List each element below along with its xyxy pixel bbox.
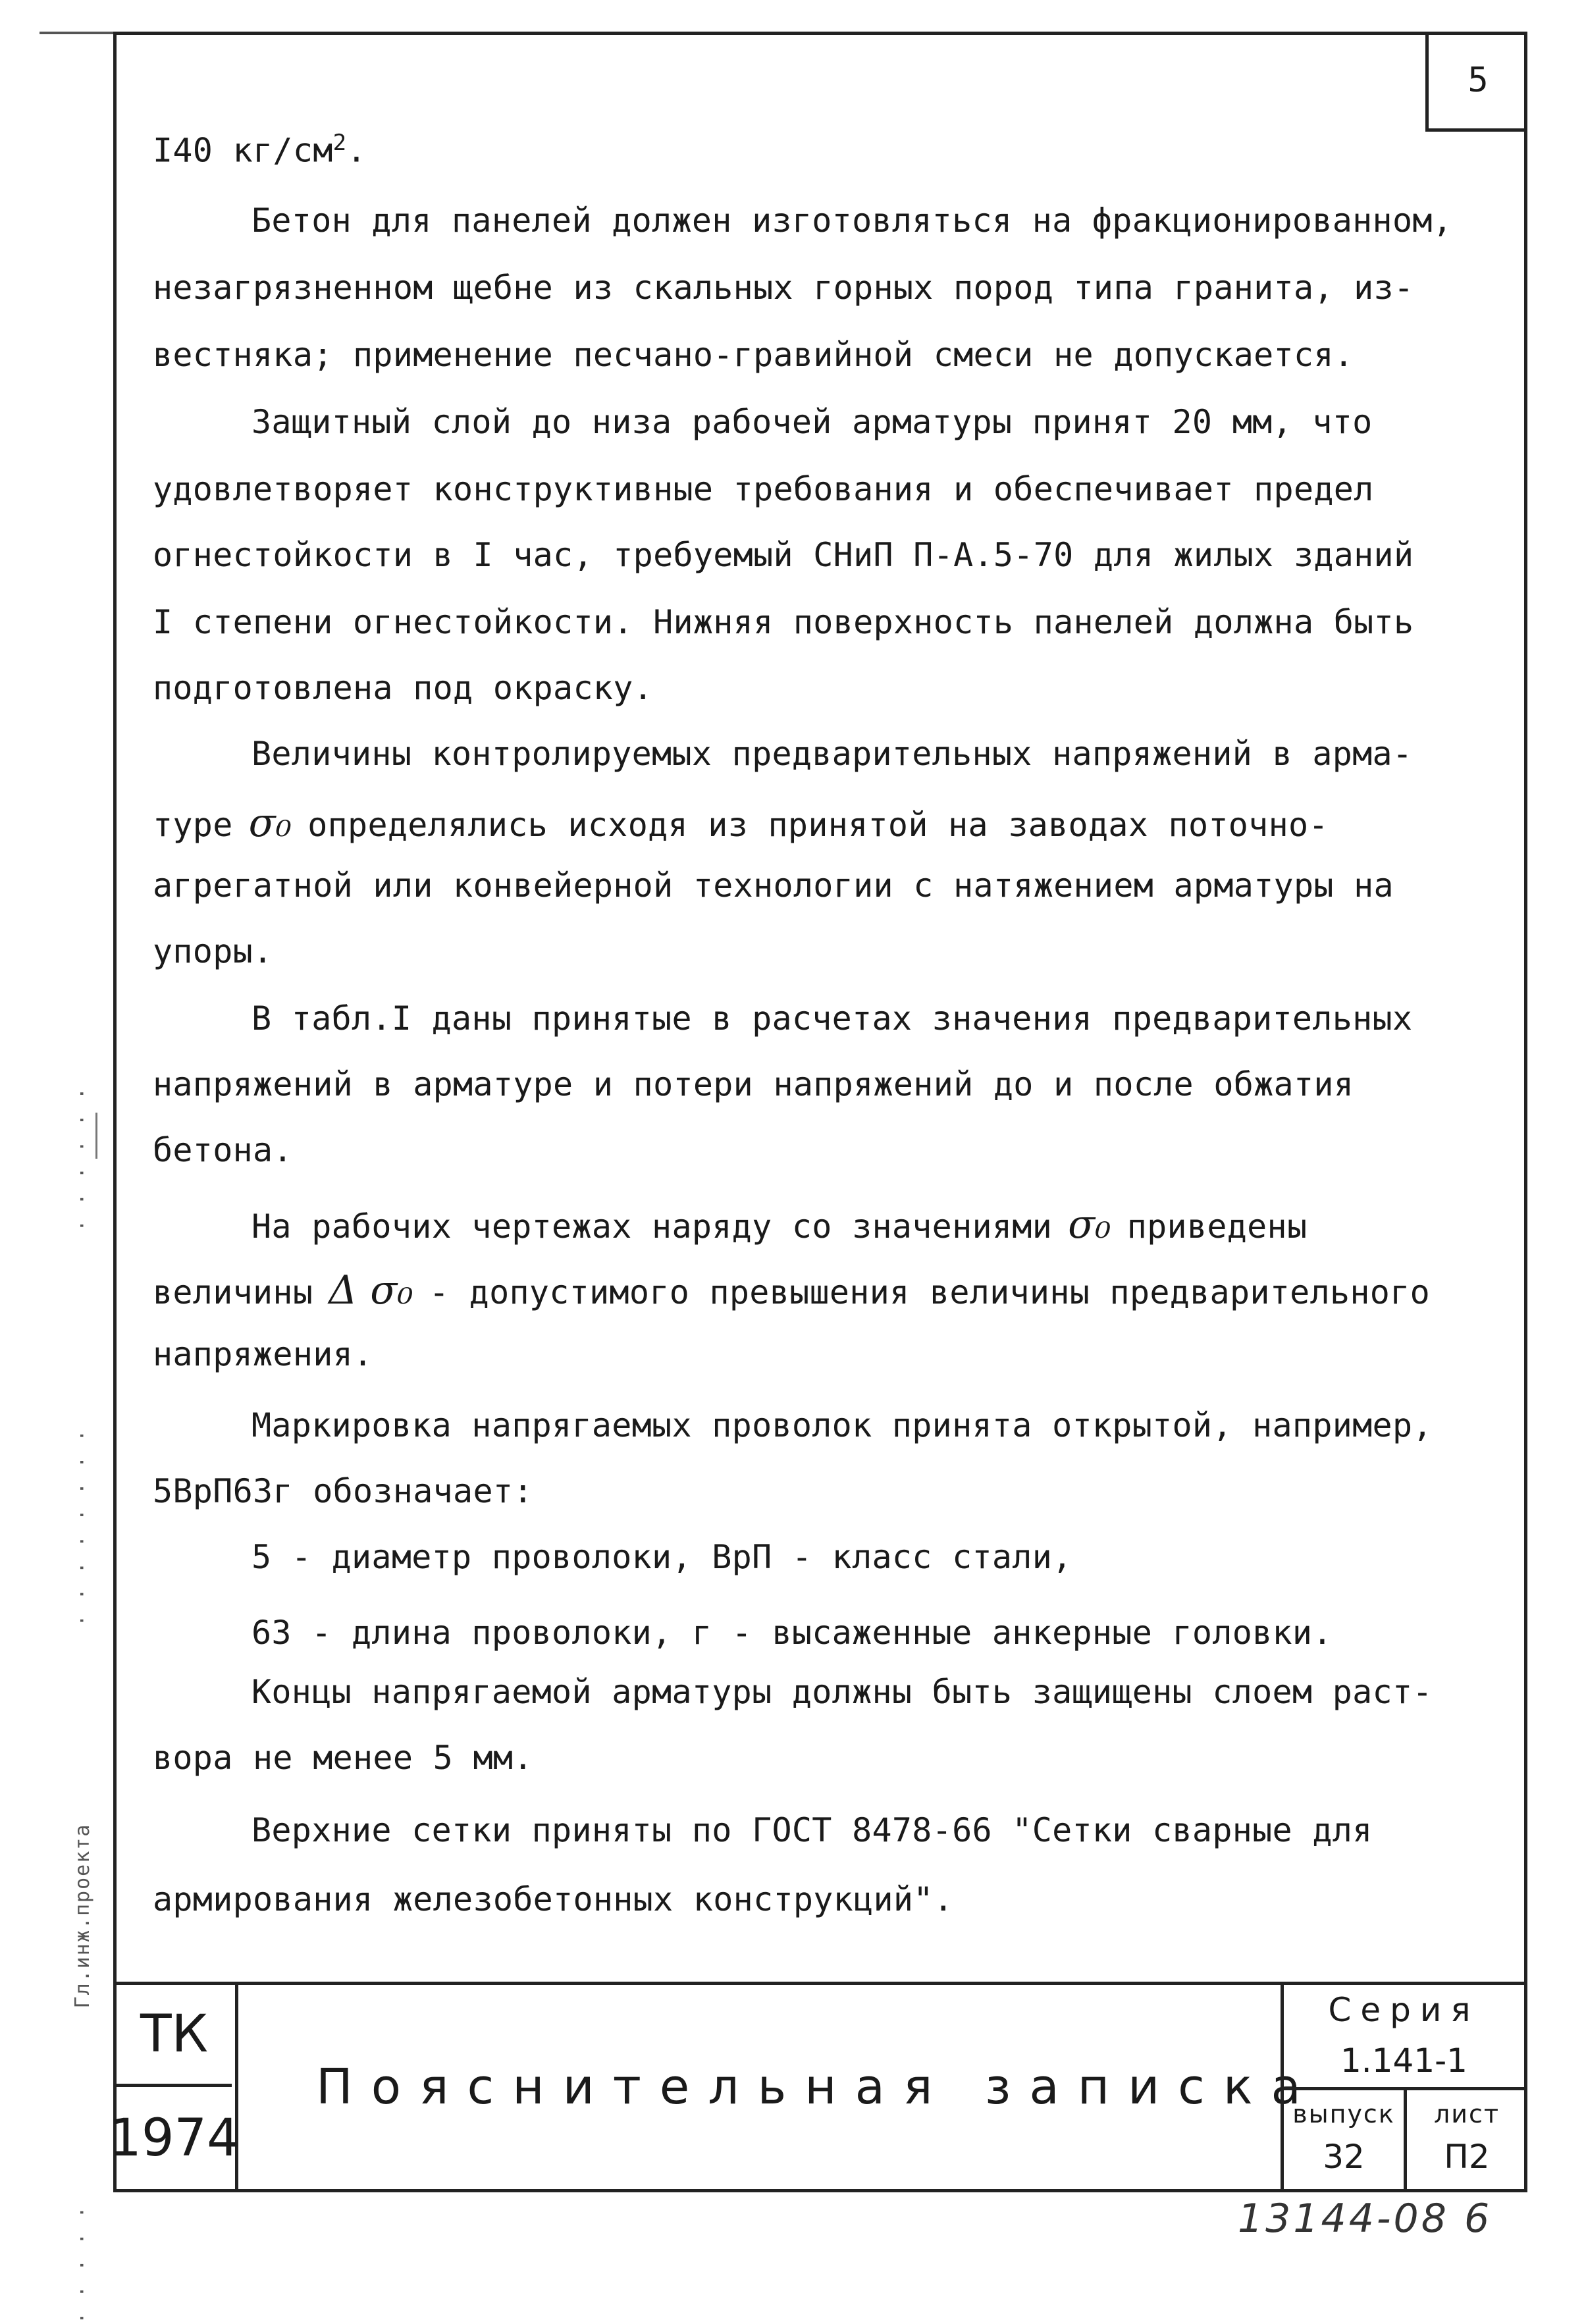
sigma-symbol: σ₀ (248, 800, 292, 846)
text-line: агрегатной или конвейерной технологии с натяжением арматуры на (153, 866, 1394, 905)
text-line: Величины контролируемых предварительных напряжений в арма- (251, 735, 1413, 773)
text-line: На рабочих чертежах наряду со значениями σ₀ приведены (251, 1202, 1308, 1248)
text-line: удовлетворяет конструктивные требования и обеспечивает предел (153, 470, 1374, 508)
text-line: напряжения. (153, 1335, 373, 1373)
text-line: 63 - длина проволоки, г - высаженные анкерные головки. (251, 1614, 1333, 1652)
page-number: 5 (1425, 32, 1527, 132)
text-line: армирования железобетонных конструкций". (153, 1880, 954, 1918)
sheet-value: П2 (1444, 2138, 1490, 2176)
document-code: ТК (117, 1985, 232, 2087)
text-line: Концы напрягаемой арматуры должны быть защищены слоем раст- (251, 1673, 1433, 1711)
issue-label: выпуск (1292, 2100, 1395, 2128)
text-line: упоры. (153, 932, 273, 970)
sheet-label: лист (1433, 2100, 1500, 2128)
text-line: туре σ₀ определялись исходя из принятой на заводах поточно- (153, 800, 1329, 846)
title-block (109, 1982, 1527, 2192)
text-line: 5 - диаметр проволоки, ВрП - класс стали, (251, 1538, 1072, 1576)
delta-sigma-symbol: Δ σ₀ (329, 1267, 413, 1313)
document-year: 1974 (109, 2108, 240, 2168)
issue-cell (1284, 2090, 1407, 2189)
issue-value: 32 (1323, 2138, 1365, 2176)
text-line: напряжений в арматуре и потери напряжений до и после обжатия (153, 1065, 1354, 1103)
archive-number: 13144-08 6 (1238, 2196, 1493, 2242)
text-line: Маркировка напрягаемых проволок принята открытой, например, (251, 1406, 1433, 1444)
text-line: Защитный слой до низа рабочей арматуры принят 20 мм, что (251, 403, 1373, 441)
text-line: вестняка; применение песчано-гравийной смеси не допускается. (153, 336, 1354, 374)
text-line: I степени огнестойкости. Нижняя поверхность панелей должна быть (153, 603, 1414, 641)
side-stamp-text: Гл.инж.проекта (70, 1823, 94, 2009)
series-label: Серия (1328, 1990, 1480, 2029)
title-block-right (1281, 1985, 1527, 2189)
text-line: величины Δ σ₀ - допустимого превышения величины предварительного (153, 1267, 1430, 1313)
text-line: бетона. (153, 1131, 293, 1169)
side-approval-stamp: · · · · · Гл.инж.проекта · · · · · · · · · · · · · · (70, 1086, 94, 2324)
document-title: Пояснительная записка (316, 2059, 1319, 2115)
text-line: В табл.I даны принятые в расчетах значения предварительных (251, 999, 1413, 1038)
text-line: Верхние сетки приняты по ГОСТ 8478-66 "Сетки сварные для (251, 1811, 1373, 1849)
series-number: 1.141-1 (1284, 2034, 1524, 2090)
text-line: огнестойкости в I час, требуемый СНиП П-А.5-70 для жилых зданий (153, 536, 1414, 574)
title-block-left (109, 1985, 240, 2189)
text-line: I40 $кг/см^2$. (153, 130, 367, 170)
text-line: подготовлена под окраску. (153, 669, 654, 707)
text-line: 5ВрП63г обозначает: (153, 1472, 533, 1510)
sheet-cell (1407, 2090, 1527, 2189)
text-line: вора не менее 5 мм. (153, 1739, 533, 1777)
sigma-symbol: σ₀ (1068, 1202, 1111, 1248)
top-margin-rule (40, 32, 113, 34)
text-line: незагрязненном щебне из скальных горных пород типа гранита, из- (153, 269, 1414, 307)
text-line: Бетон для панелей должен изготовляться на фракционированном, (251, 201, 1453, 240)
